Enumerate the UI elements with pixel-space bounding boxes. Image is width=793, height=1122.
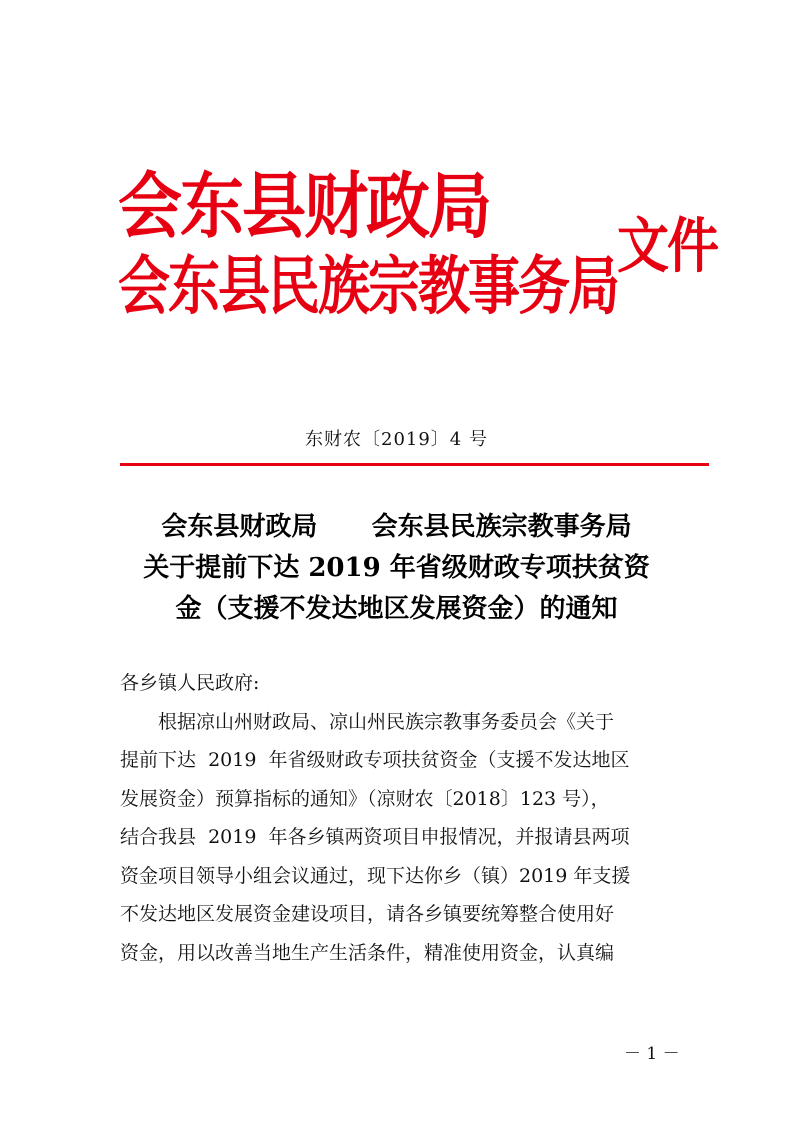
document-title-line: 金（支援不发达地区发展资金）的通知 bbox=[175, 594, 618, 624]
page-number: － 1 － bbox=[624, 1044, 680, 1064]
document-title-line: 关于提前下达 2019 年省级财政专项扶贫资 bbox=[143, 553, 650, 583]
issuer-document-suffix: 文件 bbox=[617, 211, 718, 282]
body-paragraph-line: 结合我县 2019 年各乡镇两资项目申报情况，并报请县两项 bbox=[120, 826, 630, 848]
body-paragraph-line: 发展资金）预算指标的通知》（凉财农〔2018〕123 号）， bbox=[120, 787, 610, 810]
document-title bbox=[100, 507, 693, 630]
document-number: 东财农〔2019〕4 号 bbox=[305, 429, 488, 450]
salutation: 各乡镇人民政府: bbox=[120, 672, 260, 694]
issuer-name-finance-bureau: 会东县财政局 bbox=[118, 165, 490, 249]
body-paragraph-line: 资金项目领导小组会议通过，现下达你乡（镇）2019 年支援 bbox=[120, 864, 631, 887]
body-paragraph-line: 提前下达 2019 年省级财政专项扶贫资金（支援不发达地区 bbox=[120, 749, 630, 771]
red-divider-line bbox=[120, 463, 709, 466]
issuer-name-ethnic-religious-bureau: 会东县民族宗教事务局 bbox=[118, 249, 619, 324]
body-paragraph-line: 根据凉山州财政局、凉山州民族宗教事务委员会《关于 bbox=[158, 710, 615, 733]
body-paragraph-line: 不发达地区发展资金建设项目，请各乡镇要统筹整合使用好 bbox=[120, 903, 615, 925]
document-title-line: 会东县财政局 会东县民族宗教事务局 bbox=[161, 512, 632, 542]
document-body bbox=[120, 664, 680, 972]
body-paragraph-line: 资金，用以改善当地生产生活条件，精准使用资金，认真编 bbox=[120, 941, 615, 964]
